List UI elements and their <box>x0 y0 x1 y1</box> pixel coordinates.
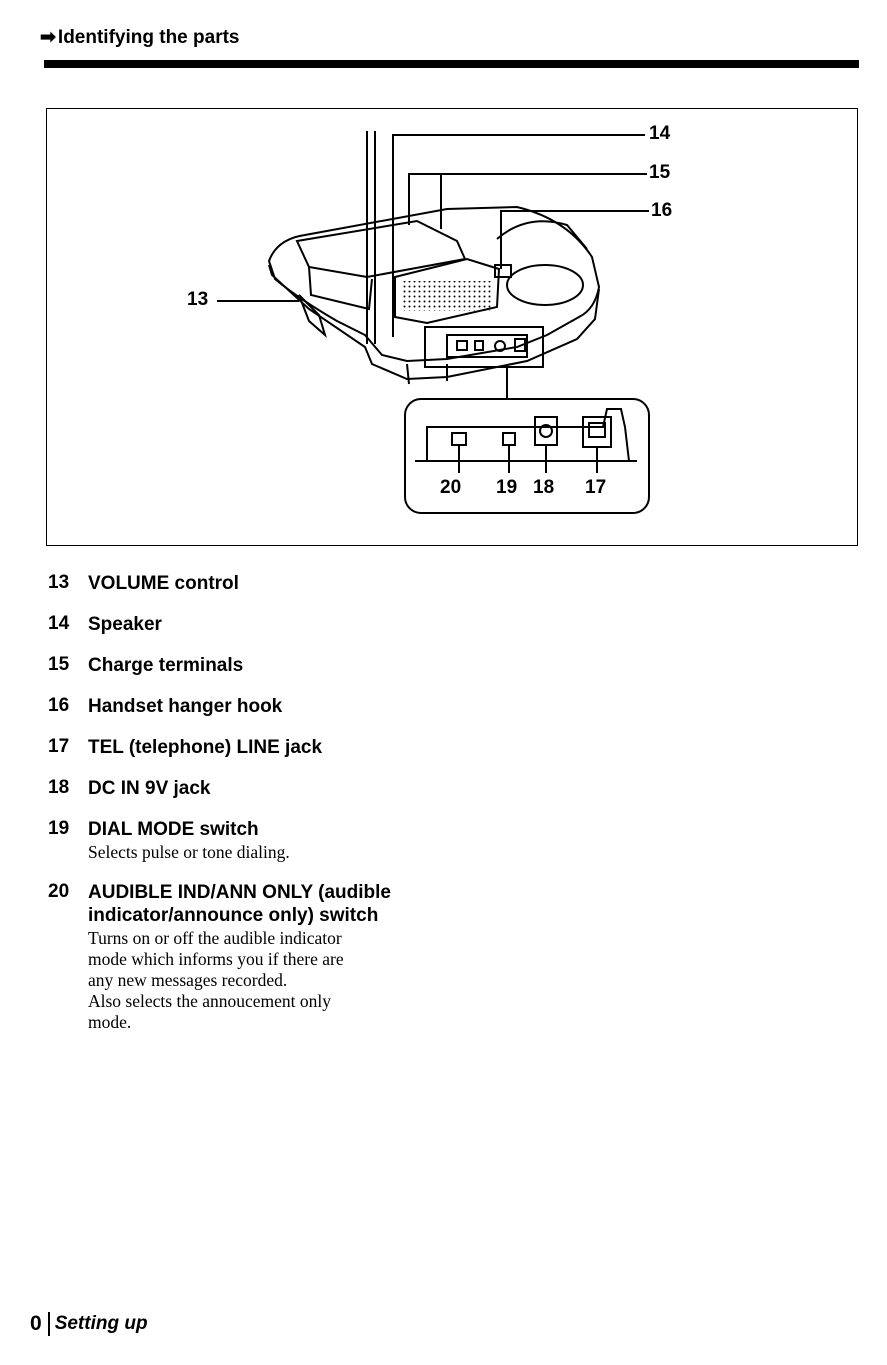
callout-15: 15 <box>649 162 671 183</box>
item-number: 16 <box>48 695 70 716</box>
page-number: 0 <box>30 1312 42 1335</box>
section-title: Identifying the parts <box>57 26 240 48</box>
list-item <box>48 881 468 1033</box>
item-title: VOLUME control <box>88 573 239 594</box>
callout-17: 17 <box>585 477 607 498</box>
callout-13: 13 <box>187 289 209 310</box>
item-title: DC IN 9V jack <box>88 778 211 799</box>
section-heading <box>40 26 240 49</box>
callout-16: 16 <box>651 200 673 221</box>
list-item <box>48 613 468 636</box>
item-number: 20 <box>48 881 70 902</box>
list-item <box>48 695 468 718</box>
item-title: DIAL MODE switch <box>88 819 259 840</box>
base-unit-diagram <box>46 108 858 546</box>
parts-list <box>48 572 468 1051</box>
item-number: 15 <box>48 654 70 675</box>
item-number: 17 <box>48 736 70 757</box>
item-title: Charge terminals <box>88 655 244 676</box>
section-name: Setting up <box>54 1313 148 1334</box>
callout-18: 18 <box>533 477 555 498</box>
item-description: Turns on or off the audible indicator mode which informs you if there are any new messages recorded. Also selects the annoucement only mode. <box>88 928 344 1032</box>
item-title: TEL (telephone) LINE jack <box>88 737 323 758</box>
item-title: AUDIBLE IND/ANN ONLY (audible indicator/announce only) switch <box>88 882 391 926</box>
item-number: 13 <box>48 572 70 593</box>
item-number: 18 <box>48 777 70 798</box>
list-item <box>48 818 468 863</box>
callout-14: 14 <box>649 123 671 144</box>
list-item <box>48 572 468 595</box>
heading-rule <box>44 60 859 68</box>
item-title: Handset hanger hook <box>88 696 283 717</box>
item-number: 19 <box>48 818 70 839</box>
page-footer <box>30 1312 148 1336</box>
list-item <box>48 654 468 677</box>
arrow-icon: ➡ <box>40 27 56 48</box>
list-item <box>48 736 468 759</box>
footer-divider <box>48 1312 50 1336</box>
list-item <box>48 777 468 800</box>
item-title: Speaker <box>88 614 162 635</box>
item-number: 14 <box>48 613 70 634</box>
callout-19: 19 <box>496 477 518 498</box>
item-description: Selects pulse or tone dialing. <box>88 842 290 862</box>
callout-20: 20 <box>440 477 462 498</box>
